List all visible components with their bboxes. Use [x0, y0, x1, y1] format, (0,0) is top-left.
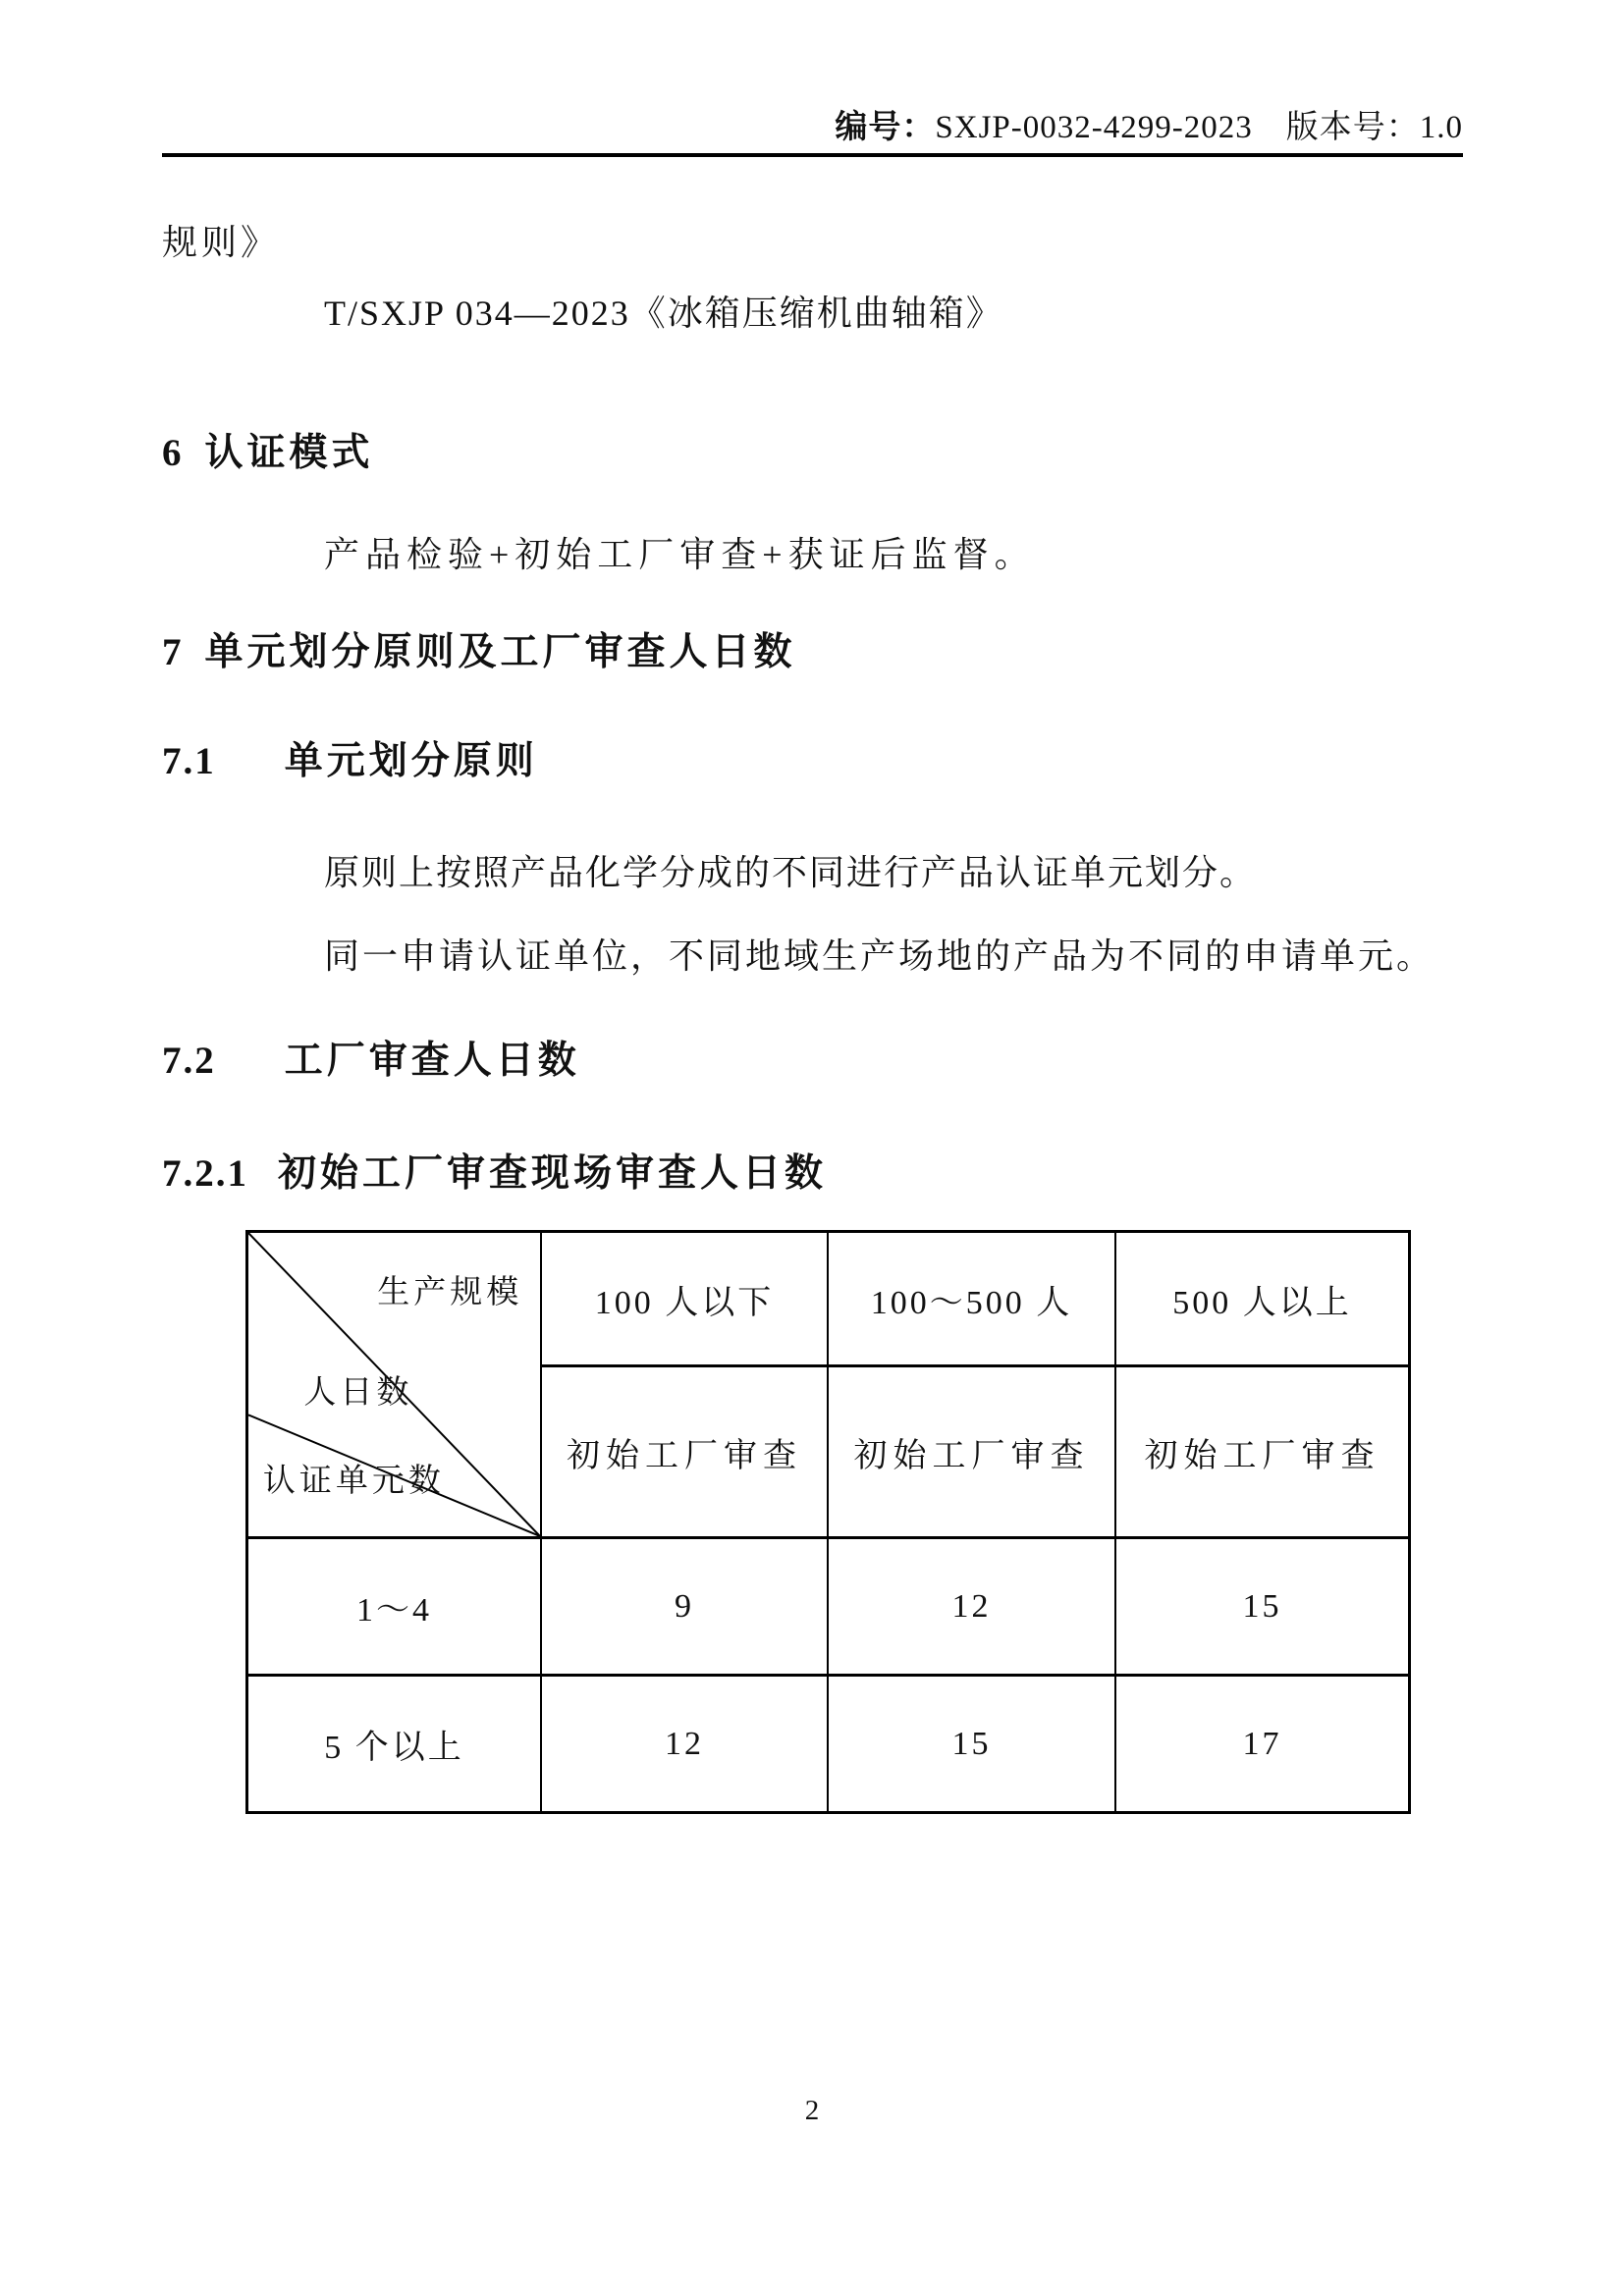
value-1-4-over-500: 15: [1115, 1538, 1410, 1676]
value-1-4-100-500: 12: [828, 1538, 1115, 1676]
section-7-2-1-title: 初始工厂审查现场审查人日数: [278, 1152, 828, 1195]
section-7-heading: [162, 629, 796, 676]
col-header-over-500: 500 人以上: [1115, 1232, 1410, 1366]
section-7-1-paragraph-1: 原则上按照产品化学分成的不同进行产品认证单元划分。: [324, 853, 1258, 892]
table-row: [247, 1676, 1410, 1813]
version-value: 1.0: [1419, 110, 1463, 145]
header-rule: [162, 153, 1463, 157]
version-label: 版本号：: [1285, 110, 1420, 145]
row-label-1-4: 1～4: [247, 1538, 542, 1676]
section-6-heading: [162, 430, 374, 477]
section-7-number: 7: [162, 631, 184, 673]
subheader-initial-audit-2: 初始工厂审查: [828, 1366, 1115, 1538]
standard-reference: T/SXJP 034—2023《冰箱压缩机曲轴箱》: [324, 294, 1003, 333]
value-5plus-100-500: 15: [828, 1676, 1115, 1813]
section-6-title: 认证模式: [204, 432, 374, 474]
page-header: [162, 106, 1463, 149]
section-7-1-number: 7.1: [162, 740, 216, 782]
table-header-row: [247, 1232, 1410, 1366]
doc-number-value: SXJP-0032-4299-2023: [935, 110, 1253, 145]
value-1-4-under-100: 9: [541, 1538, 828, 1676]
audit-man-days-table: [245, 1230, 1411, 1814]
audit-man-days-table-wrapper: [245, 1230, 1411, 1814]
corner-label-production-scale: 生产规模: [377, 1274, 523, 1310]
section-7-2-number: 7.2: [162, 1040, 216, 1082]
section-7-2-title: 工厂审查人日数: [284, 1040, 580, 1082]
subheader-initial-audit-1: 初始工厂审查: [541, 1366, 828, 1538]
section-6-paragraph: 产品检验+初始工厂审查+获证后监督。: [324, 535, 1036, 574]
row-label-5-plus: 5 个以上: [247, 1676, 542, 1813]
section-7-title: 单元划分原则及工厂审查人日数: [204, 631, 796, 673]
subheader-initial-audit-3: 初始工厂审查: [1115, 1366, 1410, 1538]
section-7-2-1-number: 7.2.1: [162, 1152, 248, 1195]
doc-number-label: 编号：: [835, 110, 936, 145]
col-header-under-100: 100 人以下: [541, 1232, 828, 1366]
section-7-2-heading: [162, 1038, 580, 1085]
rule-continuation-text: 规则》: [162, 223, 281, 262]
col-header-100-500: 100～500 人: [828, 1232, 1115, 1366]
corner-label-person-days: 人日数: [303, 1374, 413, 1411]
section-6-number: 6: [162, 432, 184, 474]
section-7-1-heading: [162, 738, 538, 785]
diagonal-corner-cell: [247, 1232, 542, 1538]
section-7-1-title: 单元划分原则: [284, 740, 538, 782]
value-5plus-over-500: 17: [1115, 1676, 1410, 1813]
table-row: [247, 1538, 1410, 1676]
value-5plus-under-100: 12: [541, 1676, 828, 1813]
page-number: 2: [804, 2095, 820, 2126]
section-7-2-1-heading: [162, 1150, 827, 1198]
corner-label-cert-units: 认证单元数: [262, 1463, 445, 1499]
section-7-1-paragraph-2: 同一申请认证单位，不同地域生产场地的产品为不同的申请单元。: [324, 936, 1435, 976]
